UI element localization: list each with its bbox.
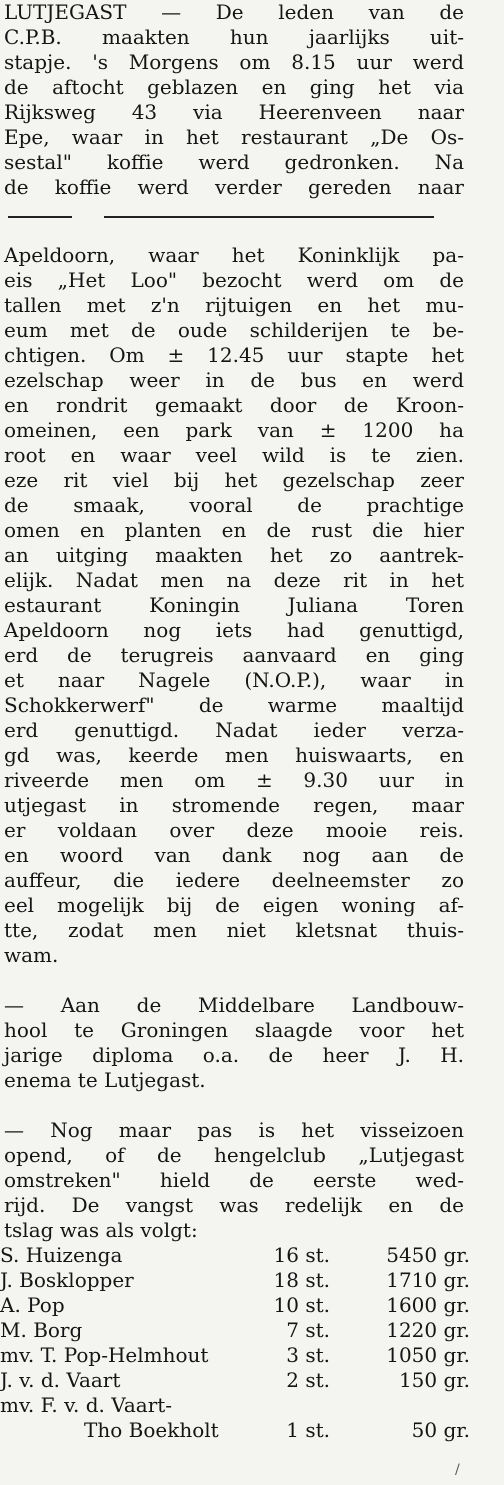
text-line: Rijksweg 43 via Heerenveen naar (4, 100, 464, 124)
text-line: Apeldoorn nog iets had genuttigd, (4, 618, 464, 642)
text-line: Apeldoorn, waar het Koninklijk pa- (4, 243, 464, 267)
text-line: sestal" koffie werd gedronken. Na (4, 150, 464, 174)
catch-weight: 150 gr. (398, 1368, 470, 1392)
column-break (0, 206, 470, 226)
catch-weight: 1050 gr. (386, 1343, 470, 1367)
text-line: eze rit viel bij het gezelschap zeer (4, 468, 464, 492)
angler-name: A. Pop (0, 1293, 65, 1317)
text-line: eel mogelijk bij de eigen woning af- (4, 893, 464, 917)
angler-name: mv. T. Pop-Helmhout (0, 1343, 209, 1367)
catch-results-table (0, 1243, 470, 1443)
text-line: er voldaan over deze mooie reis. (4, 818, 464, 842)
text-line: tte, zodat men niet kletsnat thuis- (4, 918, 464, 942)
text-line: de smaak, vooral de prachtige (4, 493, 464, 517)
text-line: de koffie werd verder gereden naar (4, 175, 464, 199)
catch-row (0, 1243, 470, 1268)
text-line: tslag was als volgt: (4, 1218, 198, 1242)
text-line: riveerde men om ± 9.30 uur in (4, 768, 464, 792)
text-line: ezelschap weer in de bus en werd (4, 368, 464, 392)
angler-name: M. Borg (0, 1318, 83, 1342)
angler-name: Tho Boekholt (84, 1418, 219, 1442)
fishing-paragraph (0, 1118, 470, 1243)
text-line: elijk. Nadat men na deze rit in het (4, 568, 464, 592)
divider-rule-short (8, 216, 72, 218)
text-line: erd genuttigd. Nadat ieder verza- (4, 718, 464, 742)
text-line: gd was, keerde men huiswaarts, en (4, 743, 464, 767)
text-line: Schokkerwerf" de warme maaltijd (4, 693, 464, 717)
fish-count: 7 st. (286, 1318, 330, 1342)
text-line: — Nog maar pas is het visseizoen (4, 1118, 464, 1142)
catch-row (0, 1318, 470, 1343)
fish-count: 10 st. (273, 1293, 330, 1317)
text-line: opend, of de hengelclub „Lutjegast (4, 1143, 464, 1167)
paragraph-gap (0, 968, 470, 993)
text-line: C.P.B. maakten hun jaarlijks uit- (4, 25, 464, 49)
text-line: Epe, waar in het restaurant „De Os- (4, 125, 464, 149)
text-line: de aftocht geblazen en ging het via (4, 75, 464, 99)
text-line: tallen met z'n rijtuigen en het mu- (4, 293, 464, 317)
text-line: erd de terugreis aanvaard en ging (4, 643, 464, 667)
paragraph-gap (0, 1093, 470, 1118)
catch-row (0, 1368, 470, 1393)
angler-name: J. v. d. Vaart (0, 1368, 121, 1392)
angler-name: J. Bosklopper (0, 1268, 134, 1292)
fish-count: 1 st. (286, 1418, 330, 1442)
text-line: — Aan de Middelbare Landbouw- (4, 993, 464, 1017)
divider-rule-long (104, 216, 434, 218)
catch-weight: 5450 gr. (386, 1243, 470, 1267)
trip-paragraph (0, 243, 470, 968)
catch-weight: 1710 gr. (386, 1268, 470, 1292)
text-line: eum met de oude schilderijen te be- (4, 318, 464, 342)
text-line: auffeur, die iedere deelneemster zo (4, 868, 464, 892)
text-line: rijd. De vangst was redelijk en de (4, 1193, 464, 1217)
text-line: utjegast in stromende regen, maar (4, 793, 464, 817)
text-line: wam. (4, 943, 59, 967)
text-line: en rondrit gemaakt door de Kroon- (4, 393, 464, 417)
catch-row (0, 1293, 470, 1318)
text-line: LUTJEGAST — De leden van de (4, 0, 464, 24)
school-paragraph (0, 993, 470, 1093)
text-line: et naar Nagele (N.O.P.), waar in (4, 668, 464, 692)
article-continuation (0, 243, 470, 1443)
fish-count: 16 st. (273, 1243, 330, 1267)
text-line: en woord van dank nog aan de (4, 843, 464, 867)
text-line: enema te Lutjegast. (4, 1068, 206, 1092)
text-line: omen en planten en de rust die hier (4, 518, 464, 542)
text-line: jarige diploma o.a. de heer J. H. (4, 1043, 464, 1067)
text-line: root en waar veel wild is te zien. (4, 443, 464, 467)
catch-weight: 1600 gr. (386, 1293, 470, 1317)
fish-count: 18 st. (273, 1268, 330, 1292)
edge-mark: / (455, 1462, 460, 1478)
article-intro (0, 0, 470, 200)
text-line: chtigen. Om ± 12.45 uur stapte het (4, 343, 464, 367)
catch-row (0, 1418, 470, 1443)
catch-row (0, 1268, 470, 1293)
catch-weight: 50 gr. (411, 1418, 470, 1442)
text-line: estaurant Koningin Juliana Toren (4, 593, 464, 617)
catch-row (0, 1393, 470, 1418)
angler-name: mv. F. v. d. Vaart- (0, 1393, 173, 1417)
text-line: eis „Het Loo" bezocht werd om de (4, 268, 464, 292)
catch-weight: 1220 gr. (386, 1318, 470, 1342)
text-line: omstreken" hield de eerste wed- (4, 1168, 464, 1192)
text-line: stapje. 's Morgens om 8.15 uur werd (4, 50, 464, 74)
text-line: hool te Groningen slaagde voor het (4, 1018, 464, 1042)
fish-count: 2 st. (286, 1368, 330, 1392)
catch-row (0, 1343, 470, 1368)
text-line: an uitging maakten het zo aantrek- (4, 543, 464, 567)
fish-count: 3 st. (286, 1343, 330, 1367)
angler-name: S. Huizenga (0, 1243, 123, 1267)
text-line: omeinen, een park van ± 1200 ha (4, 418, 464, 442)
